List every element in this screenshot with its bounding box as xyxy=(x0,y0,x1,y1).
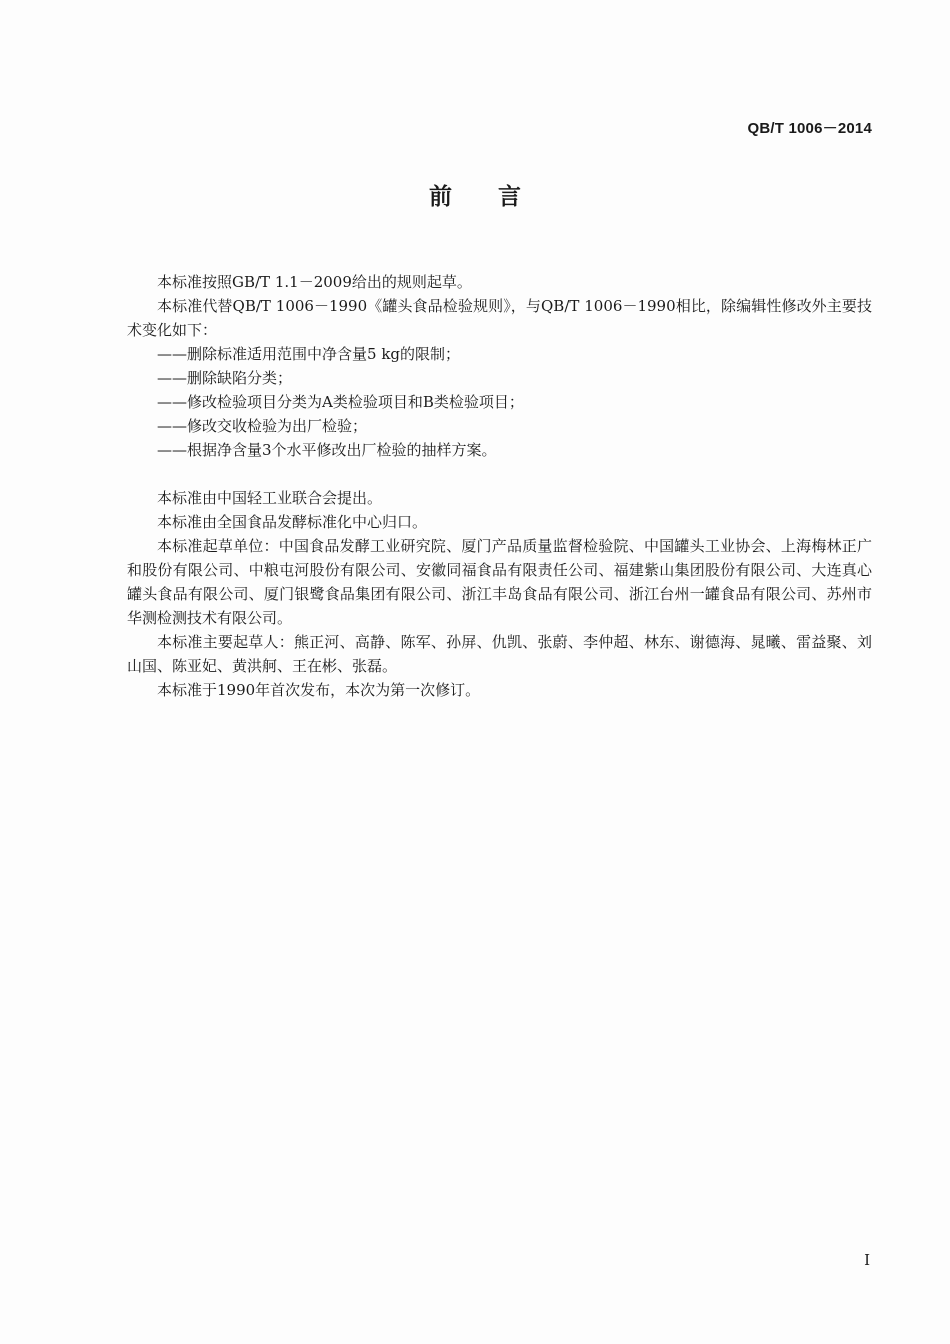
change-item: ——删除缺陷分类； xyxy=(157,369,293,387)
title-char-2: 言 xyxy=(498,184,521,210)
change-item: ——修改检验项目分类为A类检验项目和B类检验项目； xyxy=(157,393,524,411)
change-item: ——根据净含量3个水平修改出厂检验的抽样方案。 xyxy=(157,441,497,459)
paragraph-proposer: 本标准由中国轻工业联合会提出。 xyxy=(157,489,383,507)
page-title xyxy=(0,178,950,211)
change-item: ——删除标准适用范围中净含量5 kg的限制； xyxy=(157,345,461,363)
page-number: I xyxy=(864,1251,870,1269)
change-list xyxy=(127,342,872,462)
paragraph-administrator: 本标准由全国食品发酵标准化中心归口。 xyxy=(157,513,428,531)
title-char-1: 前 xyxy=(429,184,452,210)
foreword-body xyxy=(127,270,872,702)
change-item: ——修改交收检验为出厂检验； xyxy=(157,417,368,435)
paragraph-drafting-rules: 本标准按照GB/T 1.1－2009给出的规则起草。 xyxy=(157,273,472,291)
paragraph-drafting-units: 本标准起草单位：中国食品发酵工业研究院、厦门产品质量监督检验院、中国罐头工业协会、上海梅林正广和股份有限公司、中粮屯河股份有限公司、安徽同福食品有限责任公司、福建紫山集团股份有限公司、大连真心罐头食品有限公司、厦门银鹭食品集团有限公司、浙江丰岛食品有限公司、浙江台州一罐食品有限公司、苏州市华测检测技术有限公司。 xyxy=(127,537,872,627)
standard-number: QB/T 1006－2014 xyxy=(747,120,872,137)
paragraph-history: 本标准于1990年首次发布，本次为第一次修订。 xyxy=(157,681,481,699)
paragraph-replacement: 本标准代替QB/T 1006－1990《罐头食品检验规则》，与QB/T 1006－1990相比，除编辑性修改外主要技术变化如下： xyxy=(127,297,872,339)
paragraph-drafters: 本标准主要起草人：熊正河、高静、陈军、孙屏、仇凯、张蔚、李仲超、林东、谢德海、晁曦、雷益聚、刘山国、陈亚妃、黄洪舸、王在彬、张磊。 xyxy=(127,633,872,675)
